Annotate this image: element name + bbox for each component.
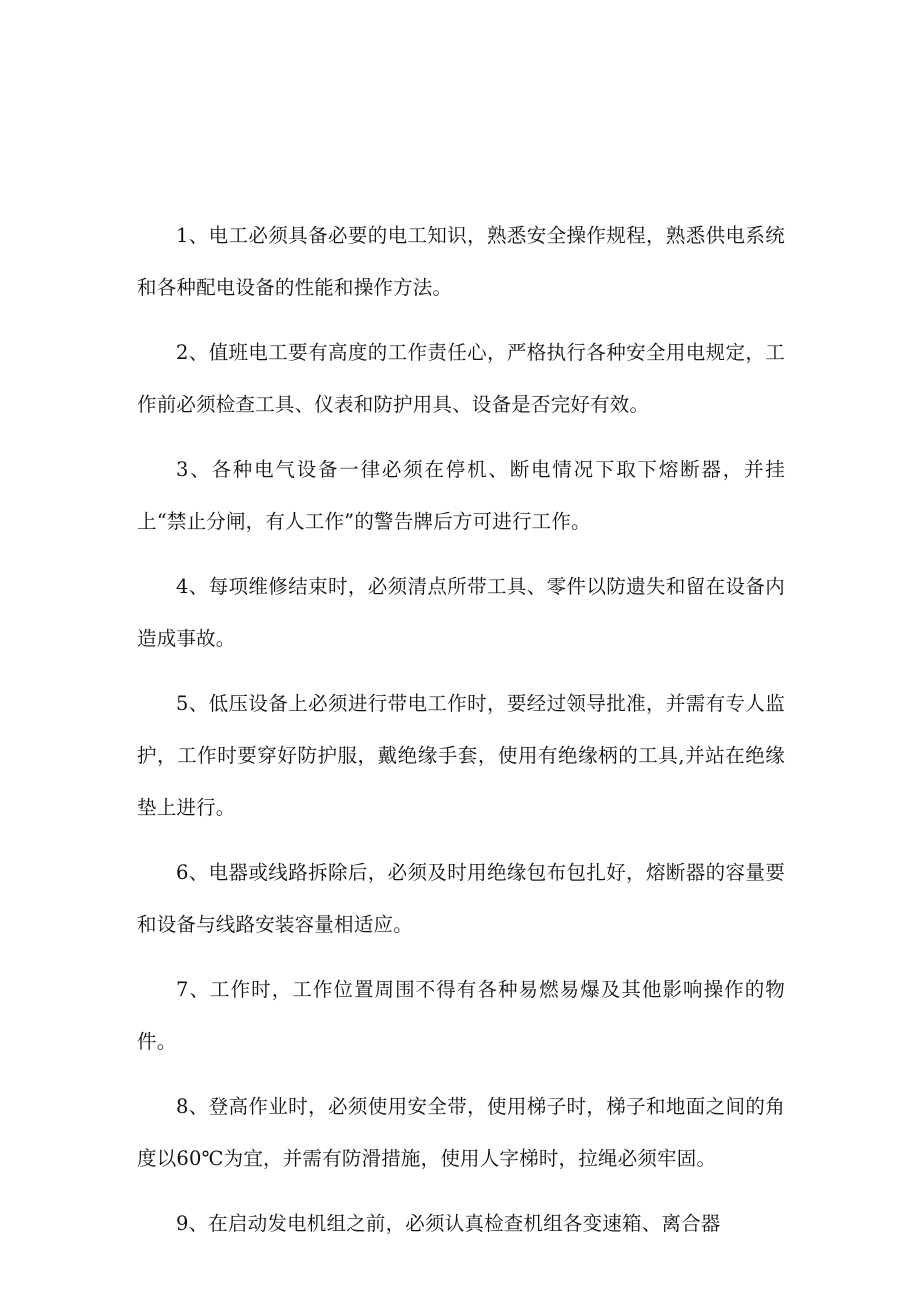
rule-paragraph-7: 7、工作时，工作位置周围不得有各种易燃易爆及其他影响操作的物件。 [137,978,785,1053]
rule-paragraph-1: 1、电工必须具备必要的电工知识，熟悉安全操作规程，熟悉供电系统和各种配电设备的性能和操作方法。 [137,224,785,299]
rule-paragraph-5: 5、低压设备上必须进行带电工作时，要经过领导批准，并需有专人监护，工作时要穿好防护服，戴绝缘手套，使用有绝缘柄的工具,并站在绝缘垫上进行。 [137,692,785,819]
document-body [137,210,785,1263]
rule-paragraph-3: 3、各种电气设备一律必须在停机、断电情况下取下熔断器，并挂上“禁止分闸，有人工作”的警告牌后方可进行工作。 [137,458,785,533]
rule-paragraph-2: 2、值班电工要有高度的工作责任心，严格执行各种安全用电规定，工作前必须检查工具、仪表和防护用具、设备是否完好有效。 [137,341,785,416]
rule-paragraph-6: 6、电器或线路拆除后，必须及时用绝缘包布包扎好，熔断器的容量要和设备与线路安装容量相适应。 [137,861,785,936]
rule-paragraph-8: 8、登高作业时，必须使用安全带，使用梯子时，梯子和地面之间的角度以60℃为宜，并需有防滑措施，使用人字梯时，拉绳必须牢固。 [137,1095,785,1170]
rule-paragraph-9: 9、在启动发电机组之前，必须认真检查机组各变速箱、离合器 [176,1212,721,1235]
rule-paragraph-4: 4、每项维修结束时，必须清点所带工具、零件以防遗失和留在设备内造成事故。 [137,575,785,650]
